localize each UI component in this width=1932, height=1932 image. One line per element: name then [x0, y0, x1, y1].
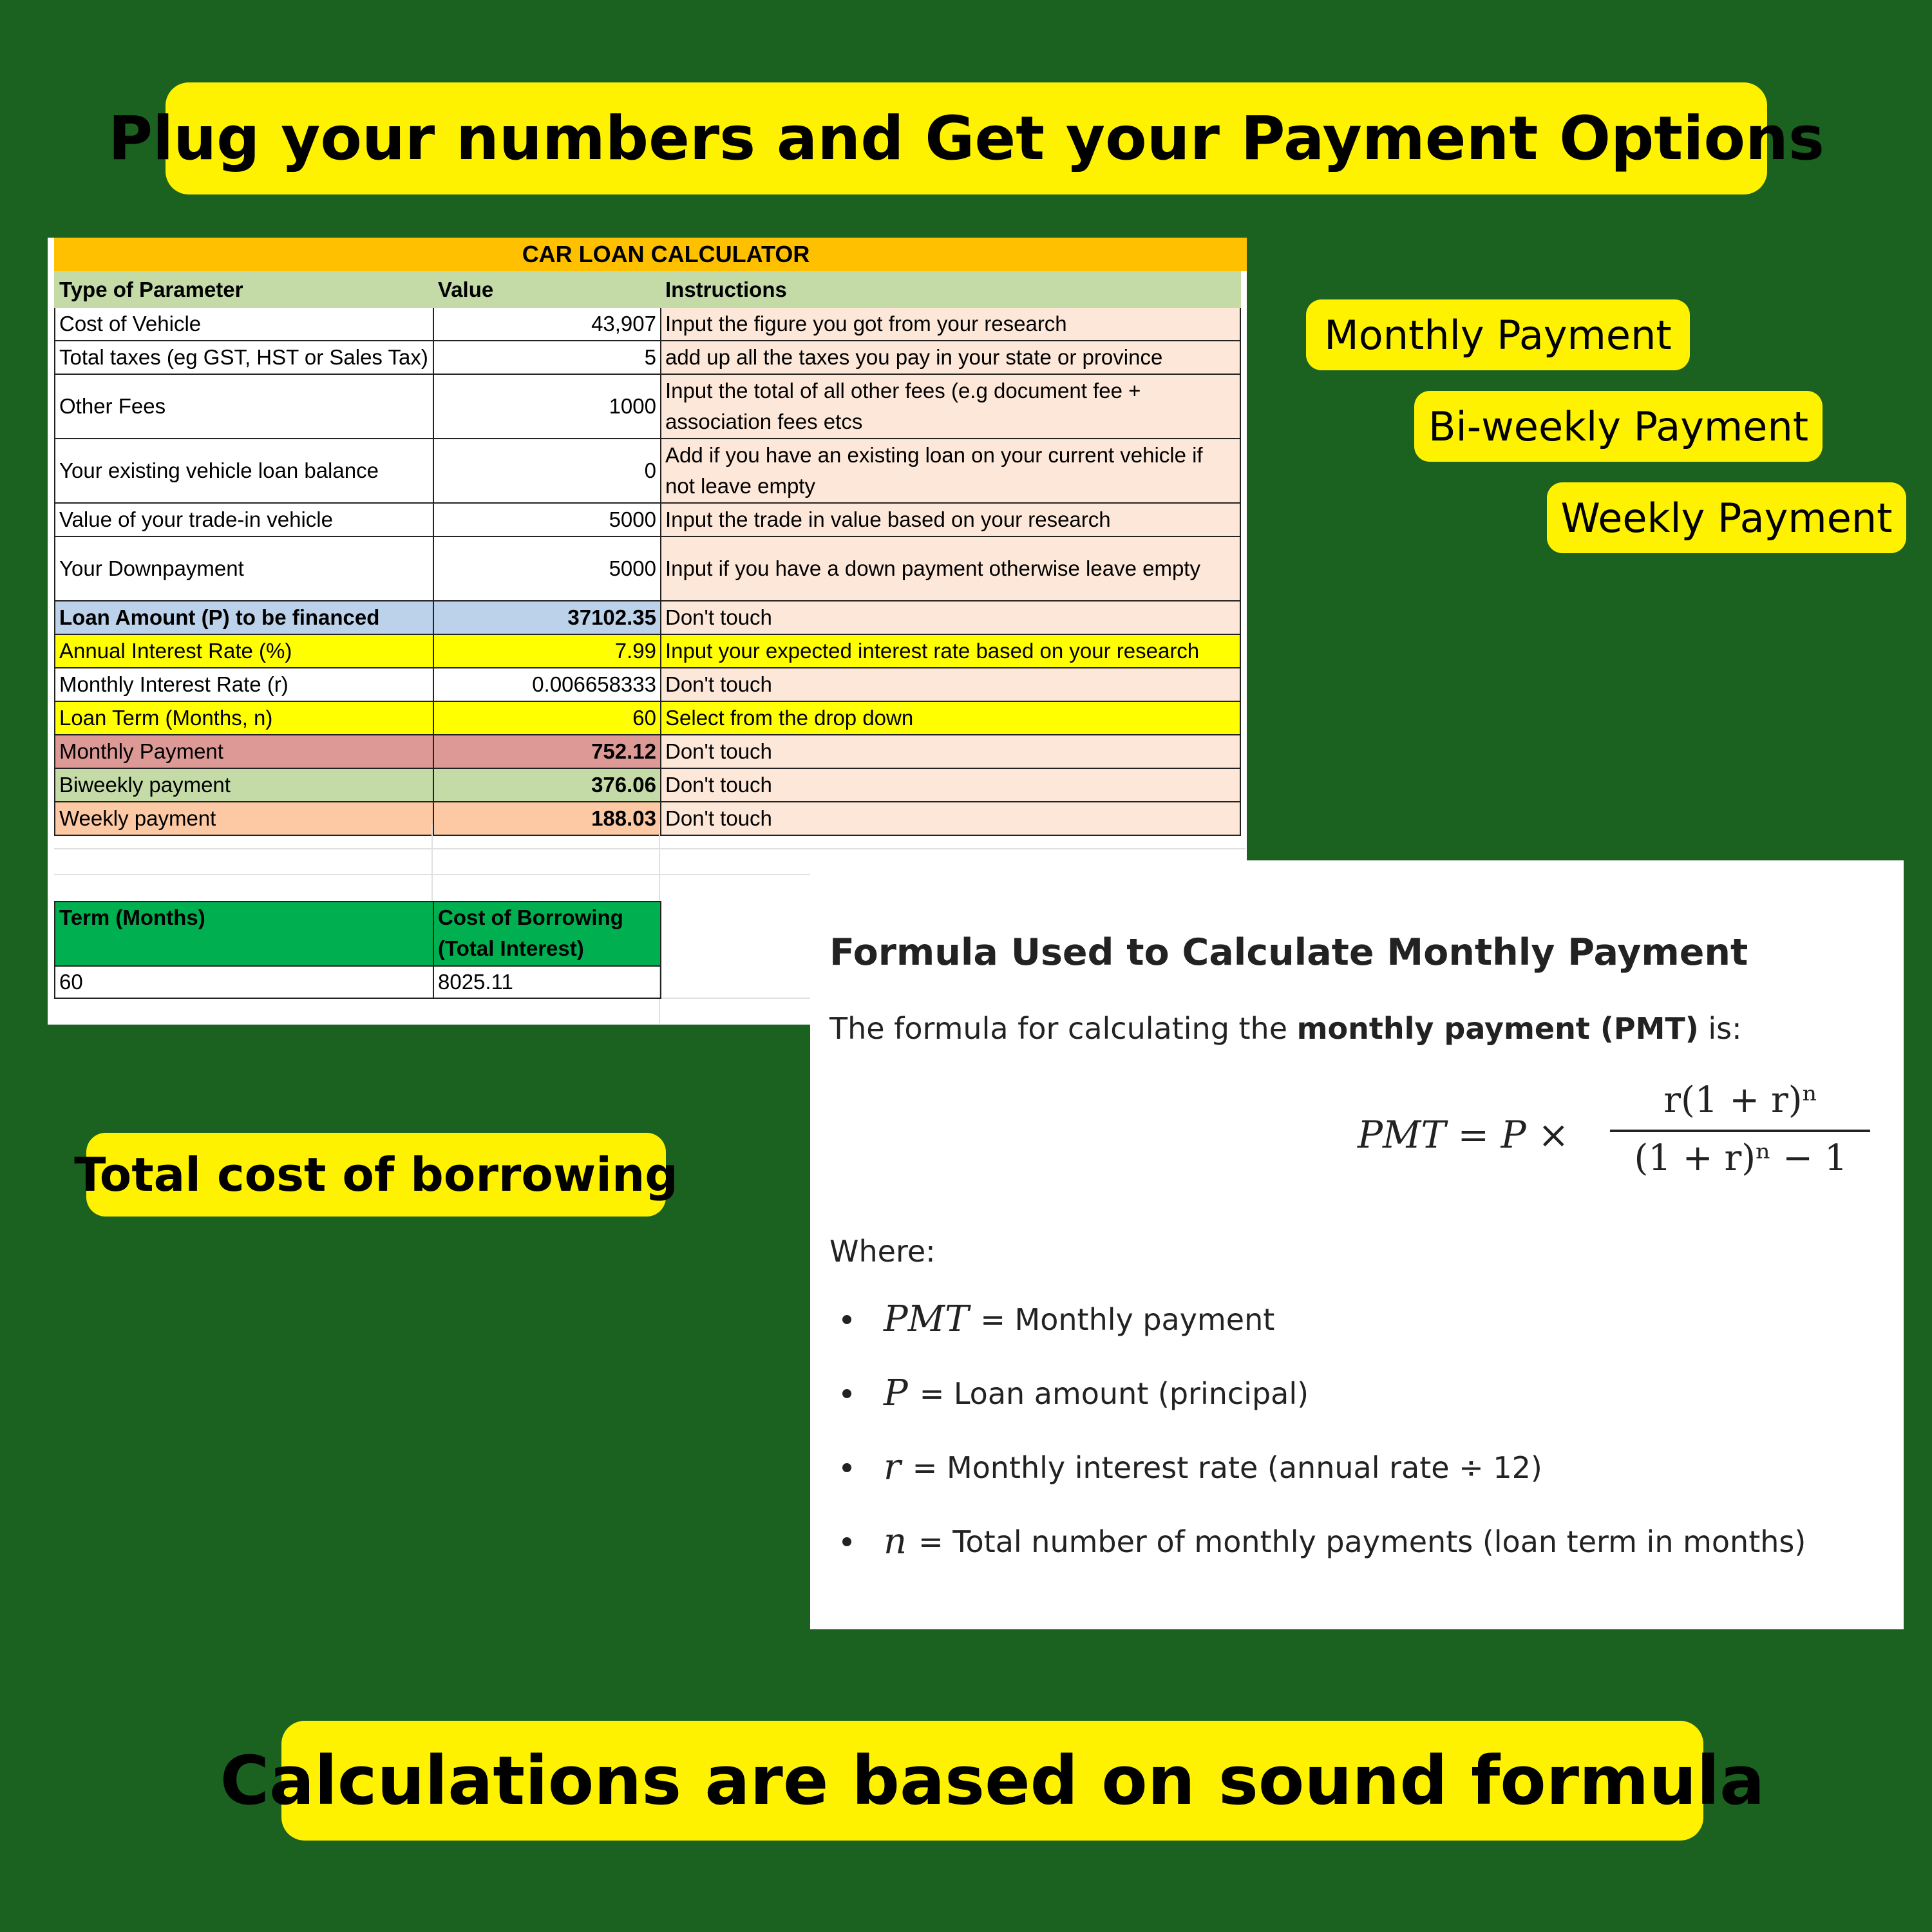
instruction-cell: Input your expected interest rate based on your research: [661, 634, 1240, 668]
instruction-cell: Input the trade in value based on your research: [661, 503, 1240, 536]
loan-term-dropdown[interactable]: 60: [433, 701, 661, 735]
definition-text: = Loan amount (principal): [919, 1376, 1309, 1411]
column-header: Type of Parameter: [55, 272, 433, 307]
instruction-cell: Add if you have an existing loan on your current vehicle if not leave empty: [661, 439, 1240, 503]
param-cell: Your existing vehicle loan balance: [55, 439, 433, 503]
param-cell: Annual Interest Rate (%): [55, 634, 433, 668]
table-row: [55, 735, 1240, 768]
param-cell: Total taxes (eg GST, HST or Sales Tax): [55, 341, 433, 374]
weekly-payment-label: Weekly Payment: [1547, 482, 1906, 553]
definition-item: [842, 1298, 1274, 1340]
value-cell: 376.06: [433, 768, 661, 802]
pmt-equation: [1358, 1079, 1886, 1182]
variable-symbol: n: [884, 1520, 907, 1562]
instruction-cell: Input if you have a down payment otherwise leave empty: [661, 536, 1240, 601]
value-cell[interactable]: 1000: [433, 374, 661, 439]
param-cell: Value of your trade-in vehicle: [55, 503, 433, 536]
table-row: [55, 634, 1240, 668]
definition-text: = Monthly payment: [980, 1302, 1275, 1337]
table-row: [55, 503, 1240, 536]
definition-item: [842, 1446, 1542, 1488]
formula-intro: The formula for calculating the monthly payment (PMT) is:: [829, 1011, 1742, 1046]
value-cell[interactable]: 5000: [433, 503, 661, 536]
cost-of-borrowing-table: [54, 901, 661, 999]
sheet-title: CAR LOAN CALCULATOR: [54, 238, 1247, 271]
formula-title: Formula Used to Calculate Monthly Payment: [829, 931, 1748, 974]
table-row: [55, 536, 1240, 601]
equation-denominator: (1 + r)ⁿ − 1: [1634, 1137, 1848, 1179]
table-row: [55, 802, 1240, 835]
bullet-icon: [842, 1315, 851, 1324]
param-cell: Loan Term (Months, n): [55, 701, 433, 735]
table-row: [55, 768, 1240, 802]
instruction-cell: Input the figure you got from your research: [661, 307, 1240, 341]
table-row: [55, 307, 1240, 341]
sheet-gridline: [431, 824, 433, 901]
column-header: Value: [433, 272, 661, 307]
fraction-bar: [1610, 1130, 1870, 1132]
instruction-cell: Don't touch: [661, 668, 1240, 701]
bullet-icon: [842, 1463, 851, 1472]
definition-item: [842, 1520, 1806, 1562]
instruction-cell: Don't touch: [661, 735, 1240, 768]
calculator-table: [54, 271, 1241, 836]
instruction-cell: add up all the taxes you pay in your state or province: [661, 341, 1240, 374]
term-cell: 60: [55, 966, 433, 998]
biweekly-payment-label: Bi-weekly Payment: [1414, 391, 1823, 462]
formula-panel: [810, 860, 1904, 1629]
param-cell: Cost of Vehicle: [55, 307, 433, 341]
variable-symbol: P: [884, 1372, 908, 1414]
param-cell: Monthly Payment: [55, 735, 433, 768]
column-header: Term (Months): [55, 902, 433, 966]
variable-symbol: r: [884, 1446, 901, 1488]
table-row: [55, 341, 1240, 374]
param-cell: Weekly payment: [55, 802, 433, 835]
where-label: Where:: [829, 1234, 936, 1269]
definition-text: = Total number of monthly payments (loan term in months): [918, 1524, 1806, 1559]
param-cell: Other Fees: [55, 374, 433, 439]
column-header: Cost of Borrowing (Total Interest): [433, 902, 661, 966]
bullet-icon: [842, 1389, 851, 1398]
table-row: [55, 439, 1240, 503]
value-cell: 752.12: [433, 735, 661, 768]
column-header: Instructions: [661, 272, 1240, 307]
monthly-payment-label: Monthly Payment: [1306, 299, 1690, 370]
value-cell[interactable]: 5000: [433, 536, 661, 601]
definition-text: = Monthly interest rate (annual rate ÷ 12): [912, 1450, 1542, 1485]
headline-bottom: Calculations are based on sound formula: [281, 1721, 1703, 1841]
definition-item: [842, 1372, 1309, 1414]
value-cell[interactable]: 7.99: [433, 634, 661, 668]
total-interest-cell: 8025.11: [433, 966, 661, 998]
table-row: [55, 701, 1240, 735]
param-cell: Monthly Interest Rate (r): [55, 668, 433, 701]
instruction-cell: Input the total of all other fees (e.g document fee + association fees etcs: [661, 374, 1240, 439]
table-row: [55, 668, 1240, 701]
value-cell[interactable]: 43,907: [433, 307, 661, 341]
table-row: [55, 374, 1240, 439]
instruction-cell: Don't touch: [661, 802, 1240, 835]
bullet-icon: [842, 1537, 851, 1546]
equation-lhs: PMT = P ×: [1358, 1113, 1569, 1157]
param-cell: Loan Amount (P) to be financed: [55, 601, 433, 634]
equation-numerator: r(1 + r)ⁿ: [1663, 1079, 1818, 1121]
instruction-cell: Don't touch: [661, 601, 1240, 634]
instruction-cell: Select from the drop down: [661, 701, 1240, 735]
param-cell: Biweekly payment: [55, 768, 433, 802]
headline-top: Plug your numbers and Get your Payment Options: [166, 82, 1767, 194]
value-cell: 188.03: [433, 802, 661, 835]
sheet-gridline: [54, 848, 1245, 849]
instruction-cell: Don't touch: [661, 768, 1240, 802]
value-cell[interactable]: 0: [433, 439, 661, 503]
table-row: [55, 601, 1240, 634]
value-cell: 0.006658333: [433, 668, 661, 701]
param-cell: Your Downpayment: [55, 536, 433, 601]
value-cell[interactable]: 5: [433, 341, 661, 374]
value-cell: 37102.35: [433, 601, 661, 634]
total-cost-label: Total cost of borrowing: [86, 1133, 666, 1217]
variable-symbol: PMT: [884, 1298, 969, 1340]
